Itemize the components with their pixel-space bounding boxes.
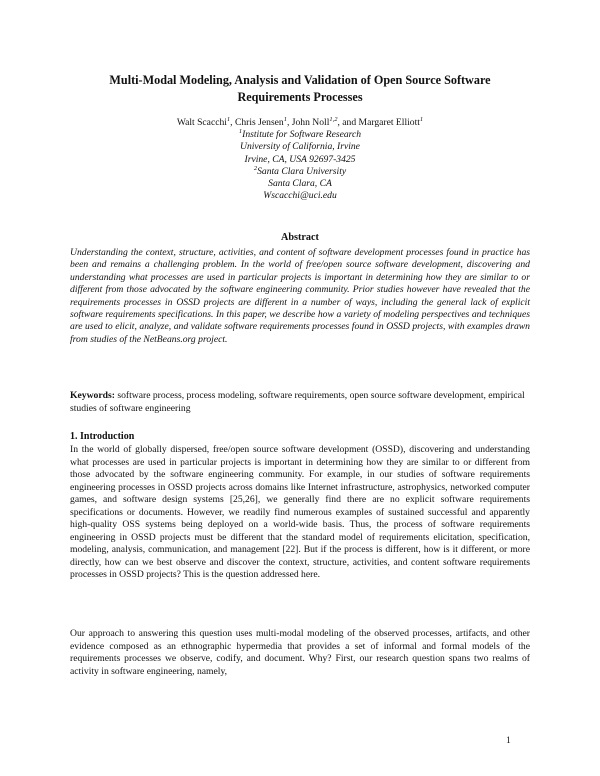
affiliation-2	[60, 166, 540, 178]
affiliation-mark: 2	[253, 164, 258, 172]
abstract-heading: Abstract	[281, 232, 319, 243]
author-block	[60, 117, 540, 202]
author-name: , Chris Jensen	[230, 117, 284, 128]
author-name: , and Margaret Elliott	[337, 117, 420, 128]
affiliation-name: Santa Clara University	[257, 165, 347, 177]
author-list	[60, 117, 540, 129]
author-affiliation-mark: 1	[419, 115, 424, 123]
abstract-text: Understanding the context, structure, activities, and content of software development processes found in practice has been and remains a challenging problem. In the world of free/open source software development, discovering and understanding what processes are used in particular projects is important in determining how they are similar to or different from those advocated by the software engineering community. Prior studies however have revealed that the requirements processes in OSSD projects are different in a number of ways, including the general lack of explicit software requirements specifications. In this paper, we describe how a variety of modeling perspectives and techniques are used to elicit, analyze, and validate software requirements processes found in OSSD projects, with examples drawn from studies of the NetBeans.org project.	[70, 247, 530, 345]
title-line-1: Multi-Modal Modeling, Analysis and Validation of Open Source Software	[109, 73, 491, 87]
affiliation-name: Institute for Software Research	[242, 129, 362, 141]
keywords	[70, 390, 530, 415]
paper-title	[60, 72, 540, 106]
introduction-paragraph-2: Our approach to answering this question uses multi-modal modeling of the observed processes, artifacts, and other evidence composed as an ethnographic hypermedia that provides a set of informal and formal models of the requirements processes we observe, codify, and document. Why? First, our research question spans two realms of activity in software engineering, namely,	[70, 628, 530, 677]
keywords-text: software process, process modeling, software requirements, open source software development, empirical studies of software engineering	[70, 390, 525, 414]
author-affiliation-mark: 1,2	[329, 115, 338, 123]
affiliation-1-address: Irvine, CA, USA 92697-3425	[244, 153, 356, 165]
affiliation-1	[60, 129, 540, 141]
author-affiliation-mark: 1	[283, 115, 287, 123]
author-name: Walt Scacchi	[176, 117, 227, 128]
title-line-2: Requirements Processes	[237, 90, 363, 104]
affiliation-mark: 1	[238, 128, 243, 136]
introduction-paragraph-1: In the world of globally dispersed, free/open source software development (OSSD), discovering and understanding what processes are used in particular projects is important in determining how they are similar to or different from those advocated by the software engineering community. For example, in our studies of software requirements engineering processes in OSSD projects across domains like Internet infrastructure, astrophysics, networked computer games, and software design systems [25,26], we generally find there are no explicit software requirements specifications or documents. However, we readily find numerous examples of sustained successful and apparently high-quality OSS systems being deployed on a world-wide basis. Thus, the process of software requirements engineering in OSSD projects must be different that the standard model of requirements elicitation, specification, modeling, analysis, communication, and management [22]. But if the process is different, how is it different, or more directly, how can we best observe and discover the context, structure, activities, and content software requirements processes in OSSD projects? This is the question addressed here.	[70, 444, 530, 580]
affiliation-2-address: Santa Clara, CA	[268, 178, 332, 190]
section-heading-introduction: 1. Introduction	[70, 431, 135, 442]
author-name: , John Noll	[286, 117, 330, 128]
keywords-label: Keywords:	[70, 390, 115, 401]
author-affiliation-mark: 1	[226, 115, 231, 123]
page-number: 1	[506, 736, 511, 746]
contact-email: Wscacchi@uci.edu	[263, 190, 337, 202]
affiliation-1-university: University of California, Irvine	[240, 141, 360, 153]
